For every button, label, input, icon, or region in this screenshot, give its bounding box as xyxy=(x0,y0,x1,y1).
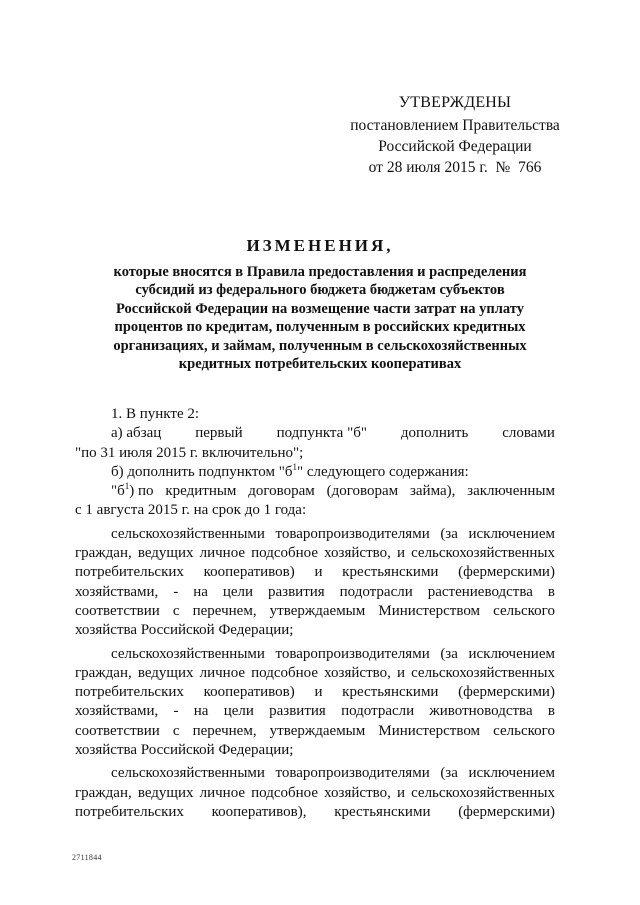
document-title: ИЗМЕНЕНИЯ, xyxy=(246,236,394,255)
subtitle-line: субсидий из федерального бюджета бюджетам субъектов xyxy=(135,282,505,299)
word: с xyxy=(172,602,180,619)
word: дополнить xyxy=(400,425,469,442)
word: подотрасли xyxy=(339,583,413,600)
block-1-line-3 xyxy=(75,563,555,582)
word: сельскохозяйственными xyxy=(111,645,265,662)
block-1-line-4 xyxy=(75,583,555,602)
word: потребительских xyxy=(75,564,184,581)
superscript: 1 xyxy=(292,461,297,472)
word: "б xyxy=(111,483,125,500)
word: на xyxy=(193,703,209,720)
subtitle-line: организациях, и займам, полученным в сельскохозяйственных xyxy=(113,337,527,354)
word: и xyxy=(314,564,323,581)
word: хозяйствами, xyxy=(75,583,159,600)
quote-line-1 xyxy=(75,482,555,501)
word: сельского xyxy=(493,602,555,619)
word: сельскохозяйственных xyxy=(411,545,555,562)
item-b xyxy=(75,463,555,482)
item-a-line-2: "по 31 июля 2015 г. включительно"; xyxy=(75,444,304,461)
word: потребительских xyxy=(75,684,184,701)
block-1-line-2 xyxy=(75,544,555,563)
word: сельскохозяйственных xyxy=(411,664,555,681)
word: личное xyxy=(199,664,246,681)
block-2-line-4 xyxy=(75,702,555,721)
word: кооперативов) xyxy=(203,564,295,581)
block-2-line-1 xyxy=(75,645,555,664)
word: (фермерскими) xyxy=(458,684,555,701)
word: подсобное xyxy=(251,545,319,562)
item-b-text: " следующего содержания: xyxy=(296,463,469,480)
word: личное xyxy=(199,784,246,801)
word: (за xyxy=(440,525,458,542)
word: подсобное xyxy=(251,784,319,801)
word: (фермерскими) xyxy=(458,564,555,581)
word: хозяйствами, xyxy=(75,703,159,720)
word: утверждаемым xyxy=(269,602,366,619)
paragraph-1: 1. В пункте 2: xyxy=(111,406,200,422)
item-b-text: б) дополнить подпунктом "б xyxy=(111,463,293,480)
word: и xyxy=(396,784,405,801)
word: хозяйство, xyxy=(324,784,391,801)
word: соответствии xyxy=(75,602,160,619)
word: товаропроизводителями xyxy=(275,645,430,662)
word: товаропроизводителями xyxy=(275,765,430,782)
word: ведущих xyxy=(137,545,194,562)
word: потребительских xyxy=(75,803,184,820)
word: цели xyxy=(223,703,254,720)
word: личное xyxy=(199,545,246,562)
word: на xyxy=(193,583,208,600)
word: подотрасли xyxy=(341,703,415,720)
word: в xyxy=(547,703,555,720)
subtitle-line: кредитных потребительских кооперативах xyxy=(178,356,462,373)
word: сельскохозяйственными xyxy=(111,525,265,542)
word: граждан, xyxy=(75,664,132,681)
word: животноводства xyxy=(429,703,533,720)
word: товаропроизводителями xyxy=(275,525,430,542)
word: кредитным xyxy=(165,483,237,500)
word: сельского xyxy=(493,722,555,739)
word: перечнем, xyxy=(192,602,257,619)
word: первый xyxy=(195,425,243,442)
word: сельскохозяйственных xyxy=(411,784,555,801)
word: соответствии xyxy=(75,722,160,739)
word xyxy=(111,482,154,501)
approval-heading: УТВЕРЖДЕНЫ xyxy=(398,94,512,111)
word: а) абзац xyxy=(111,425,162,442)
block-2-line-5 xyxy=(75,722,555,741)
word: исключением xyxy=(468,525,555,542)
word: сельскохозяйственными xyxy=(111,765,265,782)
word: (за xyxy=(440,645,458,662)
word: утверждаемым xyxy=(269,722,366,739)
word: граждан, xyxy=(75,545,132,562)
word: исключением xyxy=(468,645,555,662)
word: исключением xyxy=(468,765,555,782)
word: в xyxy=(547,583,555,600)
block-1-line-6: хозяйства Российской Федерации; xyxy=(75,622,294,639)
approval-line: Российской Федерации xyxy=(378,138,532,155)
word: развития xyxy=(269,703,326,720)
block-3-line-2 xyxy=(75,784,555,803)
approval-line: постановлением Правительства xyxy=(350,117,560,134)
block-2-line-3 xyxy=(75,683,555,702)
approval-date-number: от 28 июля 2015 г. № 766 xyxy=(368,159,542,176)
block-1-line-5 xyxy=(75,602,555,621)
word: и xyxy=(396,664,405,681)
block-2-line-6: хозяйства Российской Федерации; xyxy=(75,742,294,759)
document-subtitle xyxy=(68,263,572,373)
word: хозяйство, xyxy=(324,664,391,681)
word: перечнем, xyxy=(192,722,257,739)
word: (за xyxy=(440,765,458,782)
block-3-line-3 xyxy=(75,803,555,822)
word: крестьянскими xyxy=(342,564,439,581)
subtitle-line: Российской Федерации на возмещение части затрат на уплату xyxy=(116,300,524,317)
word: кооперативов) xyxy=(203,684,295,701)
word: граждан, xyxy=(75,784,132,801)
word: ) по xyxy=(129,483,154,500)
word: словами xyxy=(502,425,555,442)
word: хозяйство, xyxy=(324,545,391,562)
word: ведущих xyxy=(137,784,194,801)
block-1-line-1 xyxy=(75,525,555,544)
item-a-line-1 xyxy=(75,424,555,443)
block-2-line-2 xyxy=(75,664,555,683)
word: растениеводства xyxy=(427,583,533,600)
word: кооперативов), xyxy=(211,803,307,820)
document-id-number: 2711844 xyxy=(72,853,102,862)
word: (фермерскими) xyxy=(458,803,555,820)
word: цели xyxy=(222,583,254,600)
word: - xyxy=(173,703,179,720)
quote-line-2: с 1 августа 2015 г. на срок до 1 года: xyxy=(75,502,307,519)
word: ведущих xyxy=(137,664,194,681)
word: - xyxy=(173,583,179,600)
word: договорам xyxy=(248,483,315,500)
document-body xyxy=(75,405,555,822)
word: Министерством xyxy=(378,602,481,619)
word: и xyxy=(314,684,323,701)
word: с xyxy=(172,722,180,739)
subtitle-line: процентов по кредитам, полученным в российских кредитных xyxy=(114,319,526,336)
word: (договорам xyxy=(326,483,399,500)
word: займа), xyxy=(409,483,456,500)
subtitle-line: которые вносятся в Правила предоставления и распределения xyxy=(113,264,527,280)
superscript: 1 xyxy=(124,481,130,492)
word: заключенным xyxy=(467,483,555,500)
word: подпункта "б" xyxy=(276,425,367,442)
word: подсобное xyxy=(251,664,319,681)
word: Министерством xyxy=(378,722,481,739)
word: крестьянскими xyxy=(342,684,439,701)
word: и xyxy=(396,545,405,562)
word: развития xyxy=(268,583,325,600)
block-3-line-1 xyxy=(75,764,555,783)
approval-stamp xyxy=(340,92,570,178)
word: крестьянскими xyxy=(334,803,431,820)
